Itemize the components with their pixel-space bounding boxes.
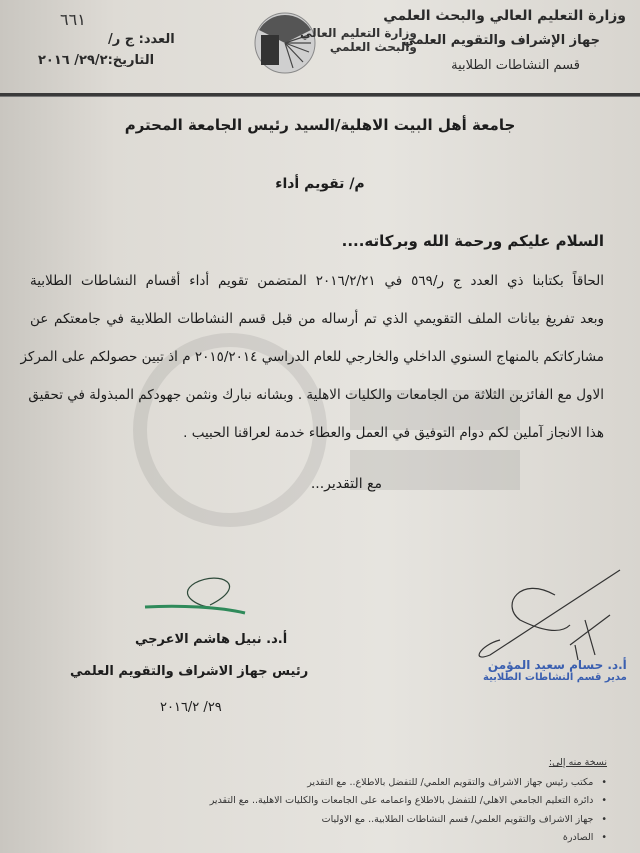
header-divider	[0, 93, 640, 97]
greeting: السلام عليكم ورحمة الله وبركاته....	[341, 232, 604, 250]
paragraph-line: وبعد تفريغ بيانات الملف التقويمي الذي تم أرساله من قبل قسم النشاطات الطلابية في جامعتكم عن	[30, 311, 604, 327]
copy-item: • الصادرة	[563, 832, 607, 843]
logo-text	[300, 26, 417, 54]
logo-text-line2: والبحث العلمي	[329, 40, 417, 54]
copy-item: • جهاز الاشراف والتقويم العلمي/ قسم النشاطات الطلابية.. مع الاوليات	[322, 814, 607, 825]
stamp-title: مدير قسم النشاطات الطلابية	[483, 672, 627, 683]
logo-text-line1: وزارة التعليم العالي	[300, 26, 417, 40]
handwritten-number: ٦٦١	[60, 10, 86, 29]
copies-heading: نسخة منه إلى:	[548, 757, 607, 768]
signatory-title: رئيس جهاز الاشراف والتقويم العلمي	[70, 664, 309, 679]
stamp	[483, 658, 627, 683]
paragraph-line: الاول مع الفائزين الثلاثة من الجامعات والكليات الاهلية . وبشانه نبارك ونثمن جهودكم المبذولة في تحقيق	[28, 387, 604, 403]
paragraph-line: مشاركاتكم بالمنهاج السنوي الداخلي والخارجي للعام الدراسي ٢٠١٥/٢٠١٤ م اذ تبين حصولكم على المركز	[20, 349, 604, 365]
subject: م/ تقويم أداء	[275, 176, 365, 192]
signature-right	[460, 565, 630, 665]
signatory-name: أ.د. نبيل هاشم الاعرجي	[135, 632, 288, 647]
paragraph-line: هذا الانجاز آملين لكم دوام التوفيق في العمل والعطاء خدمة لعراقنا الحبيب .	[183, 425, 604, 441]
department-name: قسم النشاطات الطلابية	[451, 58, 580, 73]
date-label: التاريخ:	[107, 53, 155, 68]
stamp-name: أ.د. حسام سعيد المؤمن	[487, 658, 627, 672]
copy-item: • مكتب رئيس جهاز الاشراف والتقويم العلمي/ للتفضل بالاطلاع.. مع التقدير	[307, 777, 607, 788]
addressee: جامعة أهل البيت الاهلية/السيد رئيس الجامعة المحترم	[124, 116, 516, 134]
ministry-name: وزارة التعليم العالي والبحث العلمي	[383, 8, 626, 24]
copy-item: • دائرة التعليم الجامعي الاهلي/ للتفضل بالاطلاع واعمامه على الجامعات والكليات الاهلية.. مع التقدير	[210, 795, 607, 806]
date-value: ٢٩/٢/ ٢٠١٦	[38, 53, 108, 68]
signature-left	[140, 575, 250, 620]
signature-date: ٢٩/ ٢٠١٦/٢	[160, 700, 222, 715]
reference-number-label: العدد: ج ر/	[108, 32, 175, 47]
closing: مع التقدير...	[310, 476, 382, 492]
paragraph-line: الحاقاً بكتابنا ذي العدد ج ر/٥٦٩ في ٢٠١٦/٢/٢١ المتضمن تقويم أداء أقسام النشاطات الطلابية	[30, 273, 604, 289]
date-field	[38, 53, 154, 68]
agency-name: جهاز الإشراف والتقويم العلمي	[402, 33, 600, 48]
